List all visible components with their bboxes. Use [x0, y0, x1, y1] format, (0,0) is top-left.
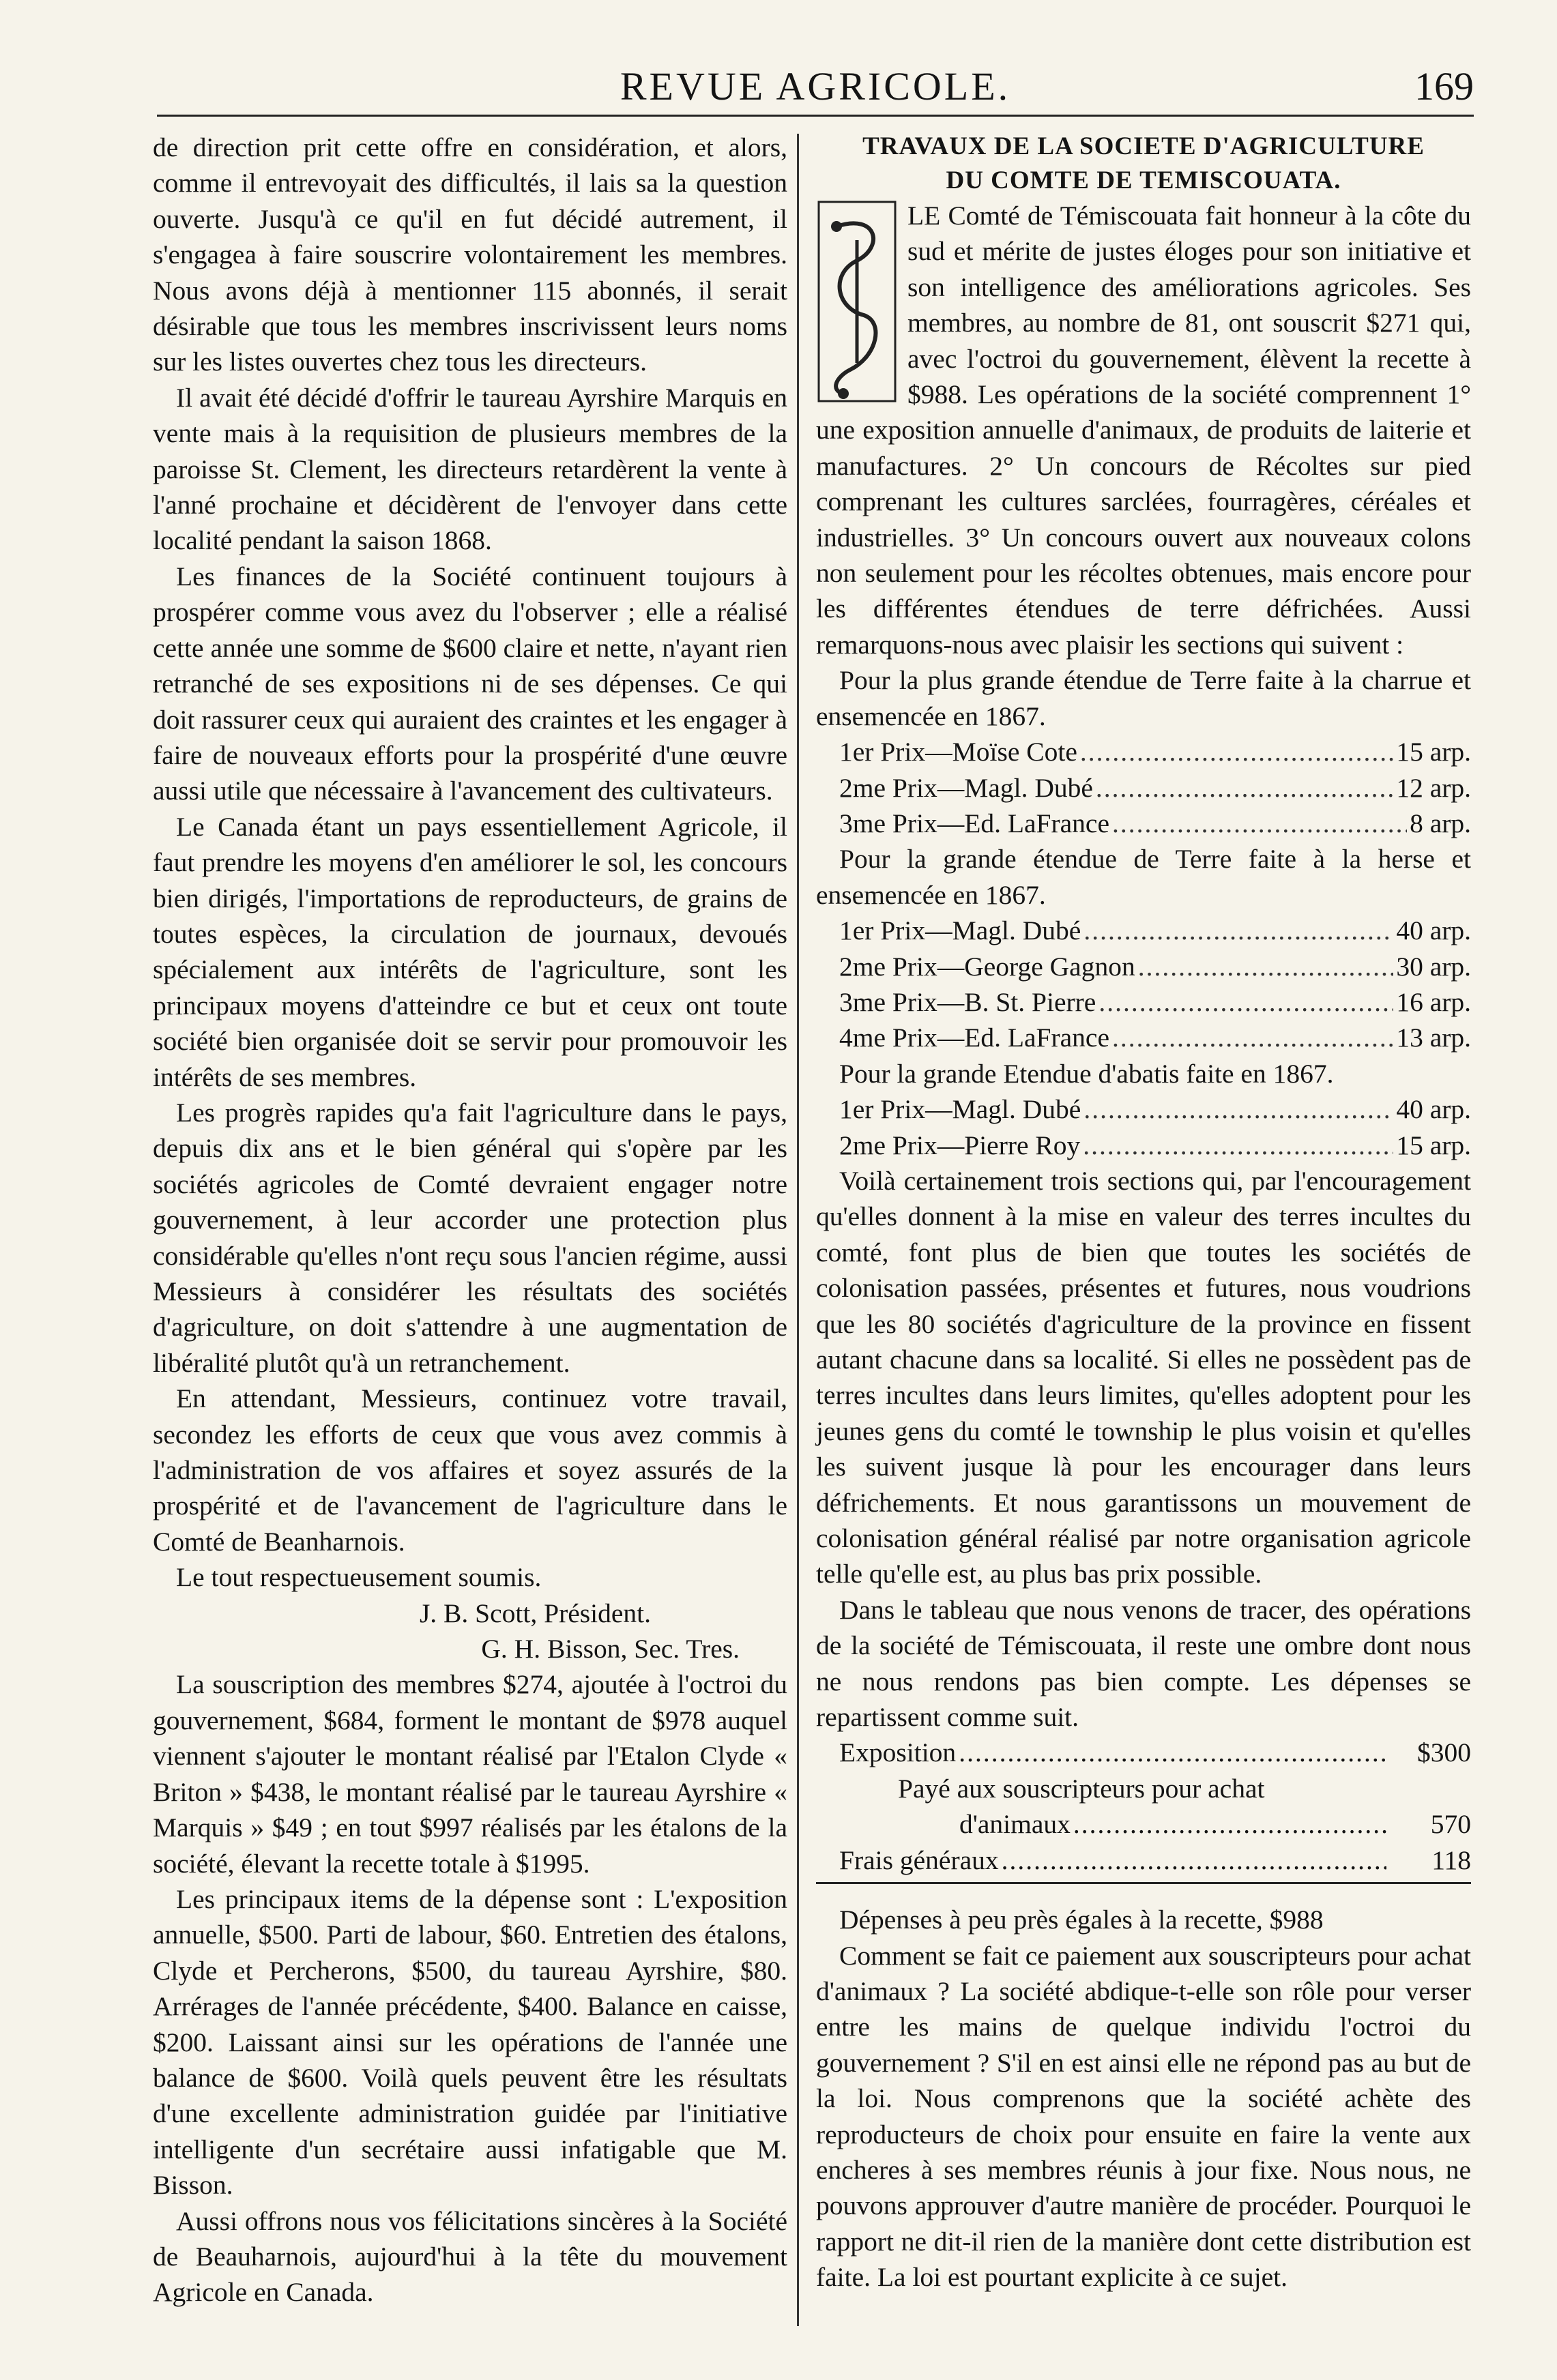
- running-title: REVUE AGRICOLE.: [620, 64, 1011, 108]
- paragraph: Dépenses à peu près égales à la recette, $988: [839, 1905, 1324, 1935]
- contest-title: Pour la plus grande étendue de Terre faite à la charrue et ensemencée en 1867.: [816, 665, 1471, 731]
- paragraph: Aussi offrons nous vos félicitations sincères à la Société de Beauharnois, aujourd'hui à la tête du mouvement Agricole en Canada.: [153, 2205, 787, 2308]
- right-column: [816, 130, 1471, 2295]
- paragraph: Les finances de la Société continuent toujours à prospérer comme vous avez du l'observer ; elle a réalisé cette année une somme de $600 claire et nette, n'ayant rien retranché de ses expositions ni de ses dépenses. Ce qui doit rassurer ceux qui auraient des craintes et les engager à faire de nouveaux efforts pour la prospérité d'une œuvre aussi utile que nécessaire à l'avancement des cultivateurs.: [153, 561, 787, 806]
- list-item: 1er Prix—Magl. Dubé ..... 40 arp.: [816, 913, 1471, 948]
- signature-president: J. B. Scott, Président.: [419, 1598, 651, 1628]
- total-rule: [816, 1882, 1471, 1884]
- paragraph: En attendant, Messieurs, continuez votre travail, secondez les efforts de ceux que vous avez commis à l'administration de vos affaires et soyez assurés de la prospérité et de l'avancement de l'agriculture dans le Comté de Beanharnois.: [153, 1383, 787, 1557]
- expense-row: Frais généraux ..... 118: [816, 1842, 1471, 1878]
- list-item: 3me Prix—Ed. LaFrance ..... 8 arp.: [816, 806, 1471, 841]
- paragraph: de direction prit cette offre en considération, et alors, comme il entrevoyait des difficultés, il lais sa la question ouverte. Jusqu'à ce qu'il en fut décidé autrement, il s'engagea à faire souscrire volontairement les membres. Nous avons déjà à mentionner 115 abonnés, il serait désirable que tous les membres inscrivissent leurs noms sur les listes ouvertes chez tous les directeurs.: [153, 132, 787, 377]
- paragraph: Le Canada étant un pays essentiellement Agricole, il faut prendre les moyens d'en améliorer le sol, les concours bien dirigés, l'importations de reproducteurs, de grains de toutes espèces, la circulation de journaux, devoués spécialement aux intérêts de l'agriculture, sont les principaux moyens d'atteindre ce but et ceux ont toute société bien organisée doit se servir pour promouvoir les intérêts de ses membres.: [153, 811, 787, 1092]
- list-item: 1er Prix—Moïse Cote ..... 15 arp.: [816, 734, 1471, 769]
- list-item: 1er Prix—Magl. Dubé ..... 40 arp.: [816, 1091, 1471, 1127]
- expense-row: Exposition ..... $300: [816, 1735, 1471, 1770]
- header-rule: [157, 115, 1474, 117]
- paragraph: Il avait été décidé d'offrir le taureau Ayrshire Marquis en vente mais à la requisition de plusieurs membres de la paroisse St. Clement, les directeurs retardèrent la vente à l'anné prochaine et décidèrent de l'envoyer dans cette localité pendant la saison 1868.: [153, 382, 787, 556]
- section-subtitle: DU COMTE DE TEMISCOUATA.: [946, 166, 1341, 194]
- page-header: [157, 58, 1474, 113]
- signature-secretary: G. H. Bisson, Sec. Tres.: [481, 1634, 740, 1664]
- list-item: 4me Prix—Ed. LaFrance ..... 13 arp.: [816, 1020, 1471, 1055]
- paragraph: LE Comté de Témiscouata fait honneur à la côte du sud et mérite de justes éloges pour son initiative et son intelligence des améliorations agricoles. Ses membres, au nombre de 81, ont souscrit $271 qui, avec l'octroi du gouvernement, élèvent la recette à $988. Les opérations de la société comprennent 1° une exposition annuelle d'animaux, de produits de laiterie et manufactures. 2° Un concours de Récoltes sur pied comprenant les cultures sarclées, fourragères, céréales et industrielles. 3° Un concours ouvert aux nouveaux colons non seulement pour les récoltes obtenues, mais encore pour les différentes étendues de terre défrichées. Aussi remarquons-nous avec plaisir les sections qui suivent :: [816, 201, 1471, 660]
- list-item: 2me Prix—George Gagnon ..... 30 arp.: [816, 949, 1471, 984]
- list-item: 2me Prix—Magl. Dubé ..... 12 arp.: [816, 770, 1471, 806]
- expense-row: Payé aux souscripteurs pour achat: [898, 1773, 1265, 1804]
- ornamental-initial-icon: [816, 199, 898, 404]
- paragraph: Comment se fait ce paiement aux souscripteurs pour achat d'animaux ? La société abdique-t-elle son rôle pour verser entre les mains de quelque individu l'octroi du gouvernement ? S'il en est ainsi elle ne répond pas au but de la loi. Nous comprenons que la société achète des reproducteurs de choix pour ensuite en faire la vente aux encheres à ses membres réunis à jour fixe. Nous nous, ne pouvons approuver d'autre manière de procéder. Pourquoi le rapport ne dit-il rien de la manière dont cette distribution est faite. La loi est pourtant explicite à ce sujet.: [816, 1940, 1471, 2293]
- left-column: [153, 130, 787, 2310]
- intro-block: [816, 198, 1471, 662]
- expense-row: d'animaux ..... 570: [816, 1806, 1471, 1842]
- list-item: 2me Prix—Pierre Roy ..... 15 arp.: [816, 1128, 1471, 1163]
- contest-title: Pour la grande Etendue d'abatis faite en 1867.: [839, 1058, 1334, 1089]
- paragraph: Les progrès rapides qu'a fait l'agriculture dans le pays, depuis dix ans et le bien général qui s'opère par les sociétés agricoles de Comté devraient engager notre gouvernement, à leur accorder une protection plus considérable qu'elles n'ont reçu sous l'ancien régime, aussi Messieurs à considérer les résultats des sociétés d'agriculture, on doit s'attendre à une augmentation de libéralité plutôt qu'à un retranchement.: [153, 1097, 787, 1378]
- paragraph: Le tout respectueusement soumis.: [176, 1562, 542, 1593]
- paragraph: Voilà certainement trois sections qui, par l'encouragement qu'elles donnent à la mise en valeur des terres incultes du comté, font plus de bien que toutes les sociétés de colonisation passées, présentes et futures, nous voudrions que les 80 sociétés d'agriculture de la province en fissent autant chacune dans sa localité. Si elles ne possèdent pas de terres incultes dans leurs limites, qu'elles adoptent pour les jeunes gens du comté le township le plus voisin et qu'elles les suivent jusque là pour les encourager dans leurs défrichements. Et nous garantissons un mouvement de colonisation général réalisé par notre organisation agricole telle qu'elle est, au plus bas prix possible.: [816, 1165, 1471, 1589]
- list-item: 3me Prix—B. St. Pierre ..... 16 arp.: [816, 984, 1471, 1020]
- paragraph: La souscription des membres $274, ajoutée à l'octroi du gouvernement, $684, forment le montant de $978 auquel viennent s'ajouter le montant réalisé par l'Etalon Clyde « Briton » $438, le montant réalisé par le taureau Ayrshire « Marquis » $49 ; en tout $997 réalisés par les étalons de la société, élevant la recette totale à $1995.: [153, 1669, 787, 1879]
- column-divider: [797, 134, 799, 2326]
- paragraph: Dans le tableau que nous venons de tracer, des opérations de la société de Témiscouata, il reste une ombre dont nous ne nous rendons pas bien compte. Les dépenses se repartissent comme suit.: [816, 1594, 1471, 1733]
- section-title: TRAVAUX DE LA SOCIETE D'AGRICULTURE: [862, 132, 1425, 160]
- page-number: 169: [1414, 64, 1474, 108]
- contest-title: Pour la grande étendue de Terre faite à la herse et ensemencée en 1867.: [816, 844, 1471, 910]
- paragraph: Les principaux items de la dépense sont : L'exposition annuelle, $500. Parti de labour, $60. Entretien des étalons, Clyde et Percherons, $500, du taureau Ayrshire, $80. Arrérages de l'année précédente, $400. Balance en caisse, $200. Laissant ainsi sur les opérations de l'année une balance de $600. Voilà quels peuvent être les résultats d'une excellente administration guidée par l'initiative intelligente d'un secrétaire aussi infatigable que M. Bisson.: [153, 1883, 787, 2201]
